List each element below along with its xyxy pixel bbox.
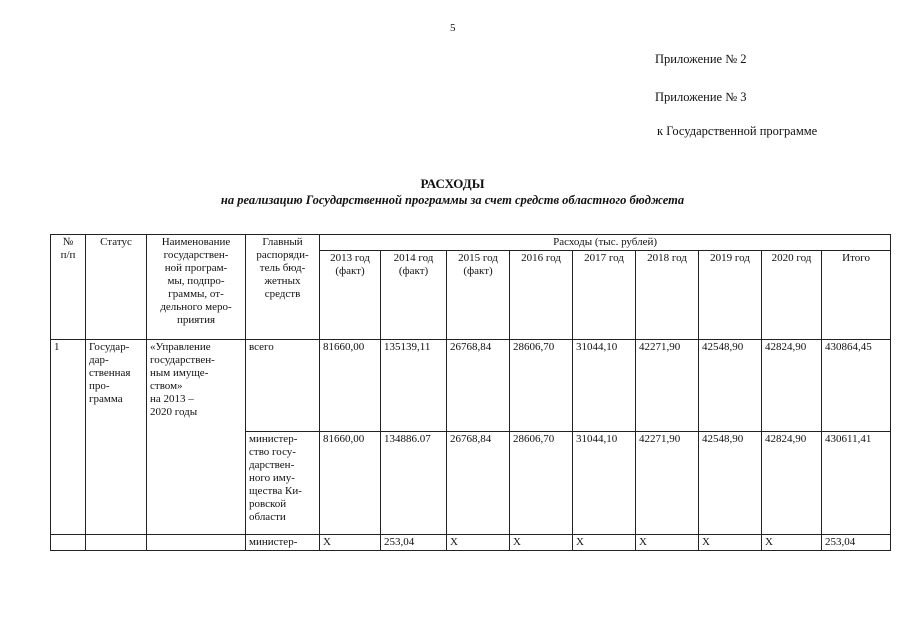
row-num [51, 535, 86, 551]
header-total: Итого [822, 251, 891, 340]
header-year: 2015 год (факт) [447, 251, 510, 340]
cell-value: Х [320, 535, 381, 551]
cell-value: 42824,90 [762, 340, 822, 432]
header-year: 2014 год (факт) [381, 251, 447, 340]
header-name: Наименование государствен- ной програм- мы, подпро- граммы, от- дельного меро- приятия [147, 235, 246, 340]
cell-value: 42548,90 [699, 432, 762, 535]
table-row [51, 340, 891, 432]
cell-total: 253,04 [822, 535, 891, 551]
table-row [51, 535, 891, 551]
header-year: 2019 год [699, 251, 762, 340]
cell-value: 31044,10 [573, 340, 636, 432]
header-year: 2017 год [573, 251, 636, 340]
row-status [86, 535, 147, 551]
header-status: Статус [86, 235, 147, 340]
header-manager: Главный распоряди- тель бюд- жетных средств [246, 235, 320, 340]
row-manager: министер- [246, 535, 320, 551]
cell-value: 81660,00 [320, 432, 381, 535]
cell-value: Х [699, 535, 762, 551]
document-title: РАСХОДЫ [420, 176, 485, 191]
expenses-table [50, 234, 891, 551]
cell-value: 42824,90 [762, 432, 822, 535]
header-row-1 [51, 235, 891, 251]
cell-value: 134886.07 [381, 432, 447, 535]
appendix-3-label: Приложение № 3 [655, 90, 747, 104]
cell-value: 81660,00 [320, 340, 381, 432]
row-program-name [147, 535, 246, 551]
cell-value: 28606,70 [510, 340, 573, 432]
cell-value: 26768,84 [447, 432, 510, 535]
header-year: 2013 год (факт) [320, 251, 381, 340]
cell-value: 253,04 [381, 535, 447, 551]
cell-value: Х [573, 535, 636, 551]
row-program-name: «Управление государствен- ным имуще- ством» на 2013 – 2020 годы [147, 340, 246, 535]
cell-value: 31044,10 [573, 432, 636, 535]
appendix-2-label: Приложение № 2 [655, 52, 747, 66]
cell-value: 26768,84 [447, 340, 510, 432]
header-expenses-group: Расходы (тыс. рублей) [320, 235, 891, 251]
row-num: 1 [51, 340, 86, 535]
cell-value: 42548,90 [699, 340, 762, 432]
header-num: № п/п [51, 235, 86, 340]
cell-value: 42271,90 [636, 432, 699, 535]
cell-total: 430864,45 [822, 340, 891, 432]
program-reference-label: к Государственной программе [657, 124, 818, 138]
cell-value: Х [447, 535, 510, 551]
row-status: Государ- дар- ственная про- грамма [86, 340, 147, 535]
row-manager: министер- ство госу- дарствен- ного иму- щества Ки- ровской области [246, 432, 320, 535]
cell-value: Х [762, 535, 822, 551]
cell-value: 135139,11 [381, 340, 447, 432]
header-year: 2018 год [636, 251, 699, 340]
header-year: 2020 год [762, 251, 822, 340]
header-year: 2016 год [510, 251, 573, 340]
row-manager: всего [246, 340, 320, 432]
cell-value: 28606,70 [510, 432, 573, 535]
page-number: 5 [450, 22, 456, 34]
cell-total: 430611,41 [822, 432, 891, 535]
cell-value: 42271,90 [636, 340, 699, 432]
cell-value: Х [636, 535, 699, 551]
document-subtitle: на реализацию Государственной программы за счет средств областного бюджета [220, 193, 685, 207]
cell-value: Х [510, 535, 573, 551]
